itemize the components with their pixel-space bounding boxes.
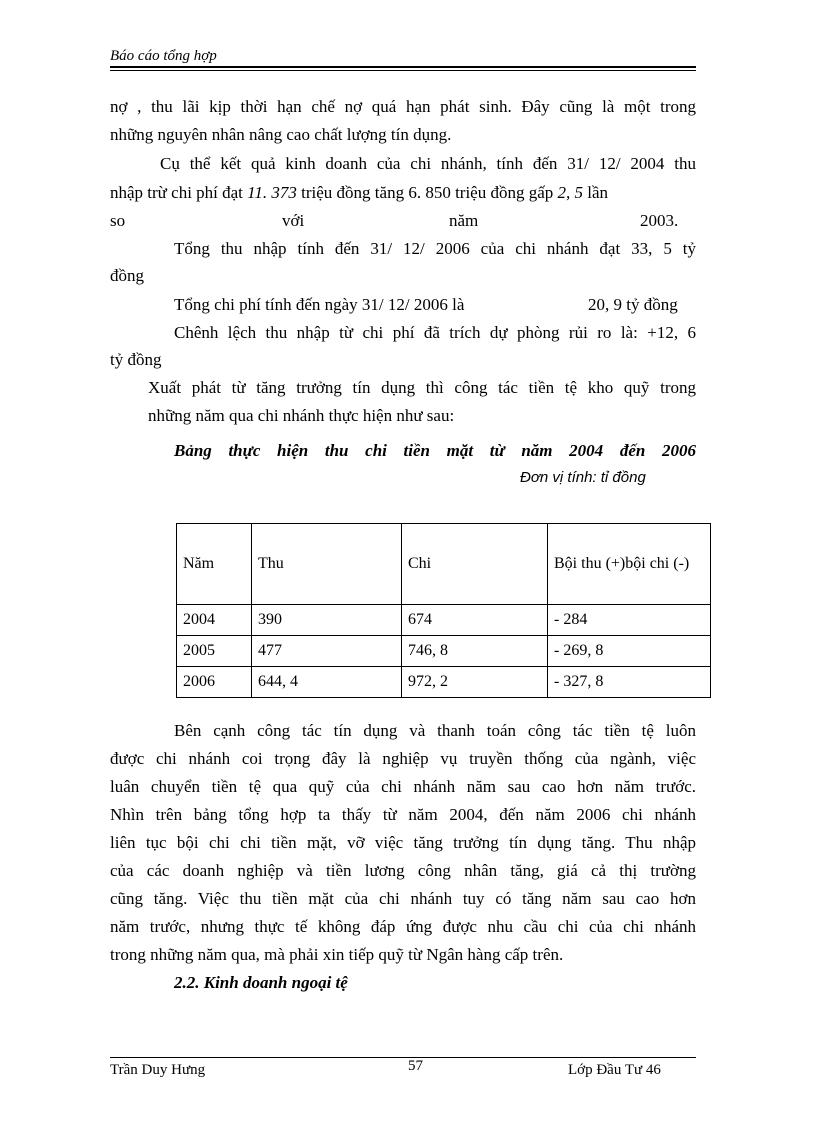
p7-line4: Nhìn trên bảng tổng hợp ta thấy từ năm 2004, đến năm 2006 chi nhánh <box>110 805 696 824</box>
cell-balance: - 284 <box>548 605 711 636</box>
cell-income: 644, 4 <box>252 667 402 698</box>
table-row <box>177 636 711 667</box>
cell-income: 477 <box>252 636 402 667</box>
header-rule-thick <box>110 66 696 68</box>
page-number: 57 <box>408 1058 423 1074</box>
p7-line8: năm trước, nhưng thực tế không đáp ứng được nhu cầu chi của chi nhánh <box>110 917 696 936</box>
cell-expense: 972, 2 <box>402 667 548 698</box>
p6-line1: Xuất phát từ tăng trưởng tín dụng thì công tác tiền tệ kho quỹ trong <box>148 378 696 397</box>
p4-value: 20, 9 tỷ đồng <box>588 295 678 314</box>
cash-table <box>176 523 711 698</box>
table-row <box>177 605 711 636</box>
p5-line1: Chênh lệch thu nhập từ chi phí đã trích dự phòng rủi ro là: +12, 6 <box>174 323 696 342</box>
table-row <box>177 667 711 698</box>
footer-class: Lớp Đầu Tư 46 <box>568 1062 661 1078</box>
header-cell-expense: Chi <box>402 524 548 605</box>
cell-year: 2006 <box>177 667 252 698</box>
cell-income: 390 <box>252 605 402 636</box>
p2-line1: Cụ thể kết quả kinh doanh của chi nhánh, tính đến 31/ 12/ 2004 thu <box>160 154 696 173</box>
p2-line3-w3: năm <box>449 211 479 230</box>
table-unit: Đơn vị tính: tỉ đồng <box>520 469 646 486</box>
footer-author: Trần Duy Hưng <box>110 1062 206 1078</box>
p7-line2: được chi nhánh coi trọng đây là nghiệp vụ truyền thống của ngành, việc <box>110 749 696 768</box>
p5-line2: tỷ đồng <box>110 350 162 369</box>
p2-line3-w1: so <box>110 211 126 230</box>
p6-line2: những năm qua chi nhánh thực hiện như sau: <box>148 406 455 425</box>
cell-balance: - 327, 8 <box>548 667 711 698</box>
p2-line3-w4: 2003. <box>640 211 679 230</box>
p3-line2: đồng <box>110 266 144 285</box>
cell-year: 2004 <box>177 605 252 636</box>
section-heading: 2.2. Kinh doanh ngoại tệ <box>174 973 348 992</box>
p7-line6: của các doanh nghiệp và tiền lương công nhân tăng, giá cả thị trường <box>110 861 696 880</box>
cell-expense: 746, 8 <box>402 636 548 667</box>
header-cell-balance: Bội thu (+)bội chi (-) <box>548 524 711 605</box>
p3-line1: Tổng thu nhập tính đến 31/ 12/ 2006 của chi nhánh đạt 33, 5 tỷ <box>174 239 696 258</box>
p2-line3-w2: với <box>282 211 305 230</box>
p7-line9: trong những năm qua, mà phải xin tiếp quỹ từ Ngân hàng cấp trên. <box>110 945 564 964</box>
header-cell-year: Năm <box>177 524 252 605</box>
cell-year: 2005 <box>177 636 252 667</box>
header-cell-income: Thu <box>252 524 402 605</box>
footer-rule <box>110 1057 696 1058</box>
p7-line3: luân chuyển tiền tệ qua quỹ của chi nhánh năm sau cao hơn năm trước. <box>110 777 696 796</box>
cell-balance: - 269, 8 <box>548 636 711 667</box>
p1-line1: nợ , thu lãi kịp thời hạn chế nợ quá hạn phát sinh. Đây cũng là một trong <box>110 97 696 116</box>
table-header-row <box>177 524 711 605</box>
cell-expense: 674 <box>402 605 548 636</box>
p7-line5: liên tục bội chi chi tiền mặt, vỡ việc tăng trưởng tín dụng tăng. Thu nhập <box>110 833 696 852</box>
p1-line2: những nguyên nhân nâng cao chất lượng tín dụng. <box>110 125 452 144</box>
p7-line1: Bên cạnh công tác tín dụng và thanh toán công tác tiền tệ luôn <box>174 721 696 740</box>
p4-label: Tổng chi phí tính đến ngày 31/ 12/ 2006 là <box>174 295 465 314</box>
table-title: Bảng thực hiện thu chi tiền mặt từ năm 2004 đến 2006 <box>174 441 696 460</box>
p7-line7: cũng tăng. Việc thu tiền mặt của chi nhánh tuy có tăng năm sau cao hơn <box>110 889 696 908</box>
header-rule-thin <box>110 70 696 71</box>
p2-line2: nhập trừ chi phí đạt 11. 373 triệu đồng tăng 6. 850 triệu đồng gấp 2, 5 lần <box>110 183 609 202</box>
running-header: Báo cáo tổng hợp <box>110 48 217 64</box>
